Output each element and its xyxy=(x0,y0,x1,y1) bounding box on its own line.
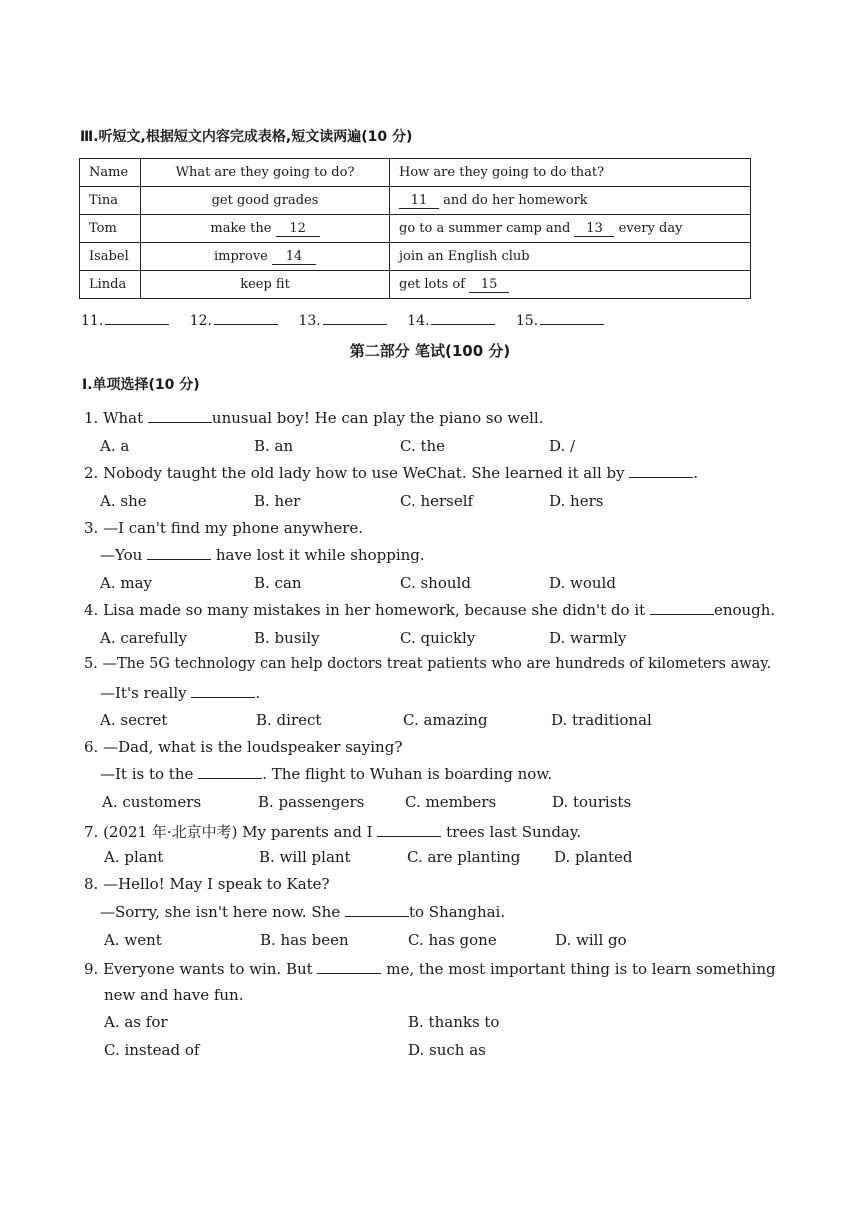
question-8-line2 xyxy=(100,903,505,921)
answer-item xyxy=(298,312,386,329)
row-goal-text: make the xyxy=(210,220,272,236)
stem-text: . xyxy=(255,684,261,702)
option-c[interactable]: C. has gone xyxy=(408,931,497,949)
option-b[interactable]: B. passengers xyxy=(258,793,365,811)
option-c[interactable]: C. herself xyxy=(400,492,474,510)
row-how-text: and do her homework xyxy=(443,192,588,208)
option-a[interactable]: A. a xyxy=(100,437,130,455)
option-a[interactable]: A. went xyxy=(104,931,162,949)
row-name: Tom xyxy=(80,215,141,243)
option-a[interactable]: A. as for xyxy=(104,1013,168,1031)
row-name: Tina xyxy=(80,187,141,215)
answer-line[interactable] xyxy=(323,312,387,325)
option-c[interactable]: C. are planting xyxy=(407,848,521,866)
row-how-text: every day xyxy=(618,220,683,236)
option-a[interactable]: A. secret xyxy=(100,711,168,729)
option-b[interactable]: B. will plant xyxy=(259,848,351,866)
section3-heading: Ⅲ.听短文,根据短文内容完成表格,短文读两遍(10 分) xyxy=(80,129,413,145)
answer-number: 14. xyxy=(407,313,430,329)
answer-number: 13. xyxy=(298,313,321,329)
option-b[interactable]: B. an xyxy=(254,437,294,455)
table-row xyxy=(80,187,751,215)
question-3-line2 xyxy=(100,546,425,564)
table-row xyxy=(80,243,751,271)
stem-text: 9. Everyone wants to win. But xyxy=(84,960,313,978)
answer-line[interactable] xyxy=(105,312,169,325)
answer-item xyxy=(516,312,604,329)
row-name: Isabel xyxy=(80,243,141,271)
question-2 xyxy=(84,464,698,482)
row-how xyxy=(390,271,751,299)
table-header-row xyxy=(80,159,751,187)
option-a[interactable]: A. plant xyxy=(104,848,164,866)
row-goal: keep fit xyxy=(141,271,390,299)
stem-text: —Sorry, she isn't here now. She xyxy=(100,903,341,921)
row-how-text: go to a summer camp and xyxy=(399,220,571,236)
option-d[interactable]: D. hers xyxy=(549,492,604,510)
stem-text: 1. What xyxy=(84,409,144,427)
answer-blank[interactable] xyxy=(147,546,211,560)
option-c[interactable]: C. members xyxy=(405,793,497,811)
question-9 xyxy=(84,960,776,978)
stem-text: . The flight to Wuhan is boarding now. xyxy=(262,765,553,783)
answer-blank[interactable] xyxy=(148,409,212,423)
section1-heading: Ⅰ.单项选择(10 分) xyxy=(82,377,200,393)
option-c[interactable]: C. the xyxy=(400,437,446,455)
option-c[interactable]: C. quickly xyxy=(400,629,476,647)
row-goal: get good grades xyxy=(141,187,390,215)
question-1 xyxy=(84,409,543,427)
stem-text: —It is to the xyxy=(100,765,194,783)
option-c[interactable]: C. amazing xyxy=(403,711,488,729)
option-a[interactable]: A. she xyxy=(100,492,147,510)
answer-line[interactable] xyxy=(214,312,278,325)
option-c[interactable]: C. instead of xyxy=(104,1041,200,1059)
option-d[interactable]: D. planted xyxy=(554,848,633,866)
stem-text: me, the most important thing is to learn something xyxy=(386,960,776,978)
option-b[interactable]: B. busily xyxy=(254,629,320,647)
question-3: 3. —I can't find my phone anywhere. xyxy=(84,519,364,537)
question-6-line2 xyxy=(100,765,552,783)
blank-13[interactable]: 13 xyxy=(574,222,614,237)
option-b[interactable]: B. thanks to xyxy=(408,1013,500,1031)
row-how-text: get lots of xyxy=(399,276,466,292)
blank-15[interactable]: 15 xyxy=(469,278,509,293)
option-a[interactable]: A. carefully xyxy=(100,629,188,647)
stem-text: enough. xyxy=(713,601,776,619)
stem-text: have lost it while shopping. xyxy=(215,546,425,564)
stem-text: trees last Sunday. xyxy=(446,823,582,841)
option-b[interactable]: B. has been xyxy=(260,931,349,949)
option-d[interactable]: D. such as xyxy=(408,1041,486,1059)
blank-14[interactable]: 14 xyxy=(272,250,316,265)
question-7 xyxy=(84,821,581,842)
row-goal-text: improve xyxy=(213,248,268,264)
table-row xyxy=(80,215,751,243)
stem-text: 4. Lisa made so many mistakes in her homework, because she didn't do it xyxy=(84,601,646,619)
option-b[interactable]: B. direct xyxy=(256,711,322,729)
row-how xyxy=(390,187,751,215)
question-5: 5. —The 5G technology can help doctors treat patients who are hundreds of kilometers away. xyxy=(84,656,772,672)
option-d[interactable]: D. tourists xyxy=(552,793,632,811)
answer-blank[interactable] xyxy=(191,684,255,698)
answer-item xyxy=(407,312,495,329)
stem-text: —You xyxy=(100,546,143,564)
answer-number: 12. xyxy=(189,313,212,329)
option-d[interactable]: D. warmly xyxy=(549,629,627,647)
option-b[interactable]: B. can xyxy=(254,574,302,592)
option-d[interactable]: D. traditional xyxy=(551,711,652,729)
answer-item xyxy=(190,312,278,329)
answer-blank[interactable] xyxy=(345,903,409,917)
stem-text: . xyxy=(693,464,699,482)
answer-row xyxy=(81,312,620,329)
question-5-line2 xyxy=(100,684,260,702)
option-a[interactable]: A. may xyxy=(100,574,153,592)
row-name: Linda xyxy=(80,271,141,299)
row-goal xyxy=(141,215,390,243)
option-d[interactable]: D. / xyxy=(549,437,576,455)
stem-text: 2. Nobody taught the old lady how to use WeChat. She learned it all by xyxy=(84,464,625,482)
answer-line[interactable] xyxy=(431,312,495,325)
stem-text: —It's really xyxy=(100,684,187,702)
question-8: 8. —Hello! May I speak to Kate? xyxy=(84,875,330,893)
answer-blank[interactable] xyxy=(629,464,693,478)
row-how xyxy=(390,215,751,243)
listening-table xyxy=(79,158,751,299)
question-9-line2: new and have fun. xyxy=(104,986,244,1004)
table-row xyxy=(80,271,751,299)
answer-blank[interactable] xyxy=(317,960,381,974)
answer-line[interactable] xyxy=(540,312,604,325)
answer-number: 11. xyxy=(81,313,104,329)
option-d[interactable]: D. would xyxy=(549,574,616,592)
option-b[interactable]: B. her xyxy=(254,492,301,510)
part2-title: 第二部分 笔试(100 分) xyxy=(349,342,511,360)
row-goal xyxy=(141,243,390,271)
blank-11[interactable]: 11 xyxy=(399,194,439,209)
option-c[interactable]: C. should xyxy=(400,574,471,592)
stem-text: 7. (2021 年·北京中考) My parents and I xyxy=(84,823,373,841)
answer-blank[interactable] xyxy=(650,601,714,615)
answer-number: 15. xyxy=(515,313,539,329)
header-name: Name xyxy=(80,159,141,187)
answer-item xyxy=(81,312,169,329)
blank-12[interactable]: 12 xyxy=(276,222,320,237)
stem-text: to Shanghai. xyxy=(408,903,506,921)
header-what: What are they going to do? xyxy=(141,159,390,187)
row-how: join an English club xyxy=(390,243,751,271)
option-d[interactable]: D. will go xyxy=(555,931,627,949)
stem-text: unusual boy! He can play the piano so well. xyxy=(211,409,544,427)
header-how: How are they going to do that? xyxy=(390,159,751,187)
answer-blank[interactable] xyxy=(198,765,262,779)
question-6: 6. —Dad, what is the loudspeaker saying? xyxy=(84,738,403,756)
answer-blank[interactable] xyxy=(377,823,441,837)
option-a[interactable]: A. customers xyxy=(102,793,202,811)
question-4 xyxy=(84,601,775,619)
